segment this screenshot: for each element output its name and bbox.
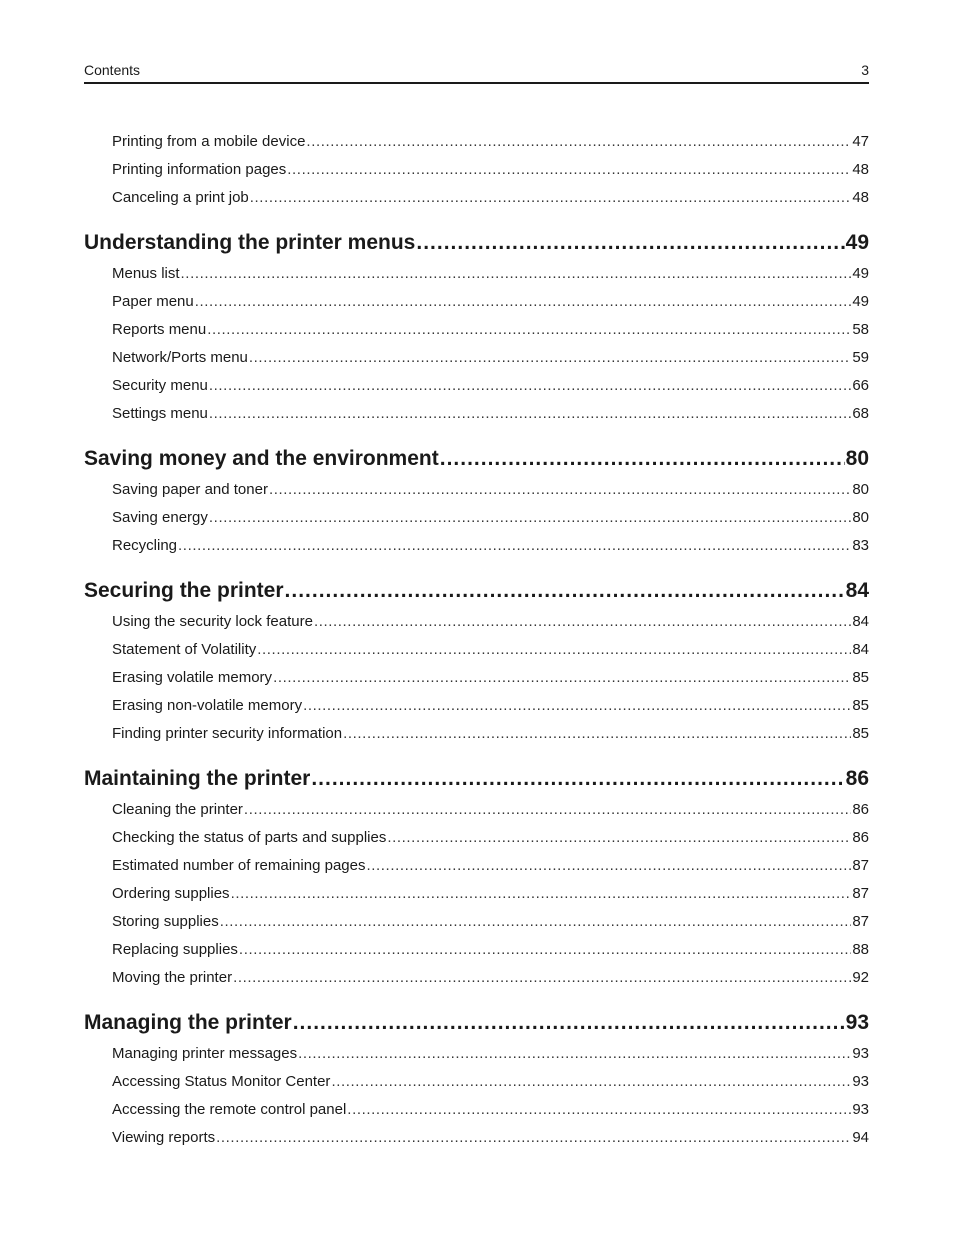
dot-leader xyxy=(347,1096,851,1124)
toc-section[interactable] xyxy=(84,692,869,720)
toc-section[interactable] xyxy=(84,1040,869,1068)
toc-entry-page: 87 xyxy=(852,913,869,930)
toc-section[interactable] xyxy=(84,400,869,428)
toc-entry-label: Network/Ports menu xyxy=(112,349,248,366)
toc-entry-label: Ordering supplies xyxy=(112,885,230,902)
dot-leader xyxy=(303,692,851,720)
toc-chapter[interactable] xyxy=(84,442,869,476)
table-of-contents xyxy=(84,128,869,1152)
toc-entry-page: 84 xyxy=(845,579,869,602)
dot-leader xyxy=(257,636,851,664)
toc-section[interactable] xyxy=(84,664,869,692)
toc-entry-label: Printing information pages xyxy=(112,161,287,178)
toc-section[interactable] xyxy=(84,908,869,936)
dot-leader xyxy=(298,1040,851,1068)
dot-leader xyxy=(207,316,851,344)
toc-entry-label: Statement of Volatility xyxy=(112,641,257,658)
toc-chapter[interactable] xyxy=(84,762,869,796)
dot-leader xyxy=(287,156,851,184)
toc-entry-page: 80 xyxy=(845,447,869,470)
dot-leader xyxy=(269,476,851,504)
toc-entry-page: 85 xyxy=(852,669,869,686)
toc-entry-label: Storing supplies xyxy=(112,913,219,930)
header-page-number: 3 xyxy=(861,62,869,78)
toc-entry-label: Printing from a mobile device xyxy=(112,133,306,150)
toc-entry-page: 68 xyxy=(852,405,869,422)
toc-entry-page: 85 xyxy=(852,697,869,714)
toc-entry-page: 87 xyxy=(852,885,869,902)
toc-entry-label: Replacing supplies xyxy=(112,941,238,958)
toc-entry-page: 94 xyxy=(852,1129,869,1146)
toc-section[interactable] xyxy=(84,260,869,288)
toc-entry-page: 58 xyxy=(852,321,869,338)
toc-entry-label: Recycling xyxy=(112,537,178,554)
toc-section[interactable] xyxy=(84,964,869,992)
toc-entry-page: 93 xyxy=(845,1011,869,1034)
dot-leader xyxy=(387,824,851,852)
toc-entry-page: 92 xyxy=(852,969,869,986)
toc-entry-label: Saving money and the environment xyxy=(84,447,439,470)
dot-leader xyxy=(314,608,851,636)
toc-entry-page: 80 xyxy=(852,481,869,498)
toc-section[interactable] xyxy=(84,1068,869,1096)
toc-entry-page: 88 xyxy=(852,941,869,958)
toc-entry-page: 48 xyxy=(852,161,869,178)
toc-entry-label: Accessing Status Monitor Center xyxy=(112,1073,331,1090)
toc-entry-page: 66 xyxy=(852,377,869,394)
toc-entry-label: Saving paper and toner xyxy=(112,481,268,498)
dot-leader xyxy=(239,936,851,964)
toc-entry-label: Paper menu xyxy=(112,293,194,310)
toc-entry-page: 93 xyxy=(852,1045,869,1062)
toc-entry-label: Canceling a print job xyxy=(112,189,249,206)
toc-section[interactable] xyxy=(84,128,869,156)
toc-entry-page: 93 xyxy=(852,1073,869,1090)
toc-section[interactable] xyxy=(84,184,869,212)
toc-chapter[interactable] xyxy=(84,1006,869,1040)
toc-entry-label: Understanding the printer menus xyxy=(84,231,416,254)
toc-section[interactable] xyxy=(84,636,869,664)
toc-entry-page: 93 xyxy=(852,1101,869,1118)
toc-entry-label: Maintaining the printer xyxy=(84,767,311,790)
toc-entry-label: Estimated number of remaining pages xyxy=(112,857,366,874)
toc-section[interactable] xyxy=(84,504,869,532)
toc-entry-page: 48 xyxy=(852,189,869,206)
toc-section[interactable] xyxy=(84,1096,869,1124)
toc-entry-label: Finding printer security information xyxy=(112,725,343,742)
toc-chapter[interactable] xyxy=(84,226,869,260)
toc-entry-label: Settings menu xyxy=(112,405,208,422)
toc-chapter[interactable] xyxy=(84,574,869,608)
dot-leader xyxy=(209,372,851,400)
toc-section[interactable] xyxy=(84,936,869,964)
toc-entry-page: 83 xyxy=(852,537,869,554)
toc-entry-page: 85 xyxy=(852,725,869,742)
toc-entry-label: Security menu xyxy=(112,377,208,394)
toc-entry-page: 86 xyxy=(845,767,869,790)
toc-entry-page: 49 xyxy=(852,265,869,282)
dot-leader xyxy=(273,664,851,692)
dot-leader xyxy=(231,880,852,908)
dot-leader xyxy=(440,442,845,476)
toc-section[interactable] xyxy=(84,316,869,344)
dot-leader xyxy=(209,504,851,532)
dot-leader xyxy=(233,964,851,992)
toc-entry-page: 87 xyxy=(852,857,869,874)
toc-section[interactable] xyxy=(84,288,869,316)
dot-leader xyxy=(416,226,844,260)
toc-section[interactable] xyxy=(84,796,869,824)
toc-entry-page: 86 xyxy=(852,801,869,818)
dot-leader xyxy=(285,574,845,608)
dot-leader xyxy=(216,1124,851,1152)
dot-leader xyxy=(306,128,851,156)
toc-entry-page: 84 xyxy=(852,613,869,630)
toc-section[interactable] xyxy=(84,880,869,908)
toc-section[interactable] xyxy=(84,720,869,748)
dot-leader xyxy=(331,1068,851,1096)
toc-entry-label: Managing printer messages xyxy=(112,1045,298,1062)
dot-leader xyxy=(178,532,851,560)
toc-section[interactable] xyxy=(84,372,869,400)
toc-entry-label: Erasing volatile memory xyxy=(112,669,273,686)
toc-entry-page: 59 xyxy=(852,349,869,366)
dot-leader xyxy=(209,400,851,428)
toc-entry-label: Checking the status of parts and supplies xyxy=(112,829,387,846)
toc-section[interactable] xyxy=(84,852,869,880)
toc-entry-page: 80 xyxy=(852,509,869,526)
dot-leader xyxy=(220,908,852,936)
dot-leader xyxy=(343,720,851,748)
toc-entry-label: Erasing non-volatile memory xyxy=(112,697,303,714)
toc-entry-label: Accessing the remote control panel xyxy=(112,1101,347,1118)
dot-leader xyxy=(244,796,851,824)
toc-entry-page: 49 xyxy=(845,231,869,254)
toc-entry-label: Reports menu xyxy=(112,321,207,338)
toc-entry-label: Using the security lock feature xyxy=(112,613,313,630)
toc-entry-label: Viewing reports xyxy=(112,1129,216,1146)
dot-leader xyxy=(181,260,852,288)
toc-entry-page: 47 xyxy=(852,133,869,150)
toc-section[interactable] xyxy=(84,1124,869,1152)
dot-leader xyxy=(195,288,852,316)
toc-section[interactable] xyxy=(84,476,869,504)
page-header xyxy=(84,60,869,84)
dot-leader xyxy=(249,344,851,372)
dot-leader xyxy=(293,1006,845,1040)
toc-entry-page: 84 xyxy=(852,641,869,658)
toc-entry-label: Securing the printer xyxy=(84,579,284,602)
dot-leader xyxy=(250,184,852,212)
toc-section[interactable] xyxy=(84,344,869,372)
toc-entry-label: Saving energy xyxy=(112,509,208,526)
toc-entry-label: Menus list xyxy=(112,265,180,282)
dot-leader xyxy=(366,852,851,880)
toc-entry-label: Cleaning the printer xyxy=(112,801,243,818)
toc-section[interactable] xyxy=(84,824,869,852)
toc-section[interactable] xyxy=(84,608,869,636)
header-title: Contents xyxy=(84,62,141,78)
toc-entry-label: Moving the printer xyxy=(112,969,233,986)
dot-leader xyxy=(311,762,844,796)
toc-entry-label: Managing the printer xyxy=(84,1011,292,1034)
toc-entry-page: 49 xyxy=(852,293,869,310)
toc-entry-page: 86 xyxy=(852,829,869,846)
toc-section[interactable] xyxy=(84,156,869,184)
toc-section[interactable] xyxy=(84,532,869,560)
